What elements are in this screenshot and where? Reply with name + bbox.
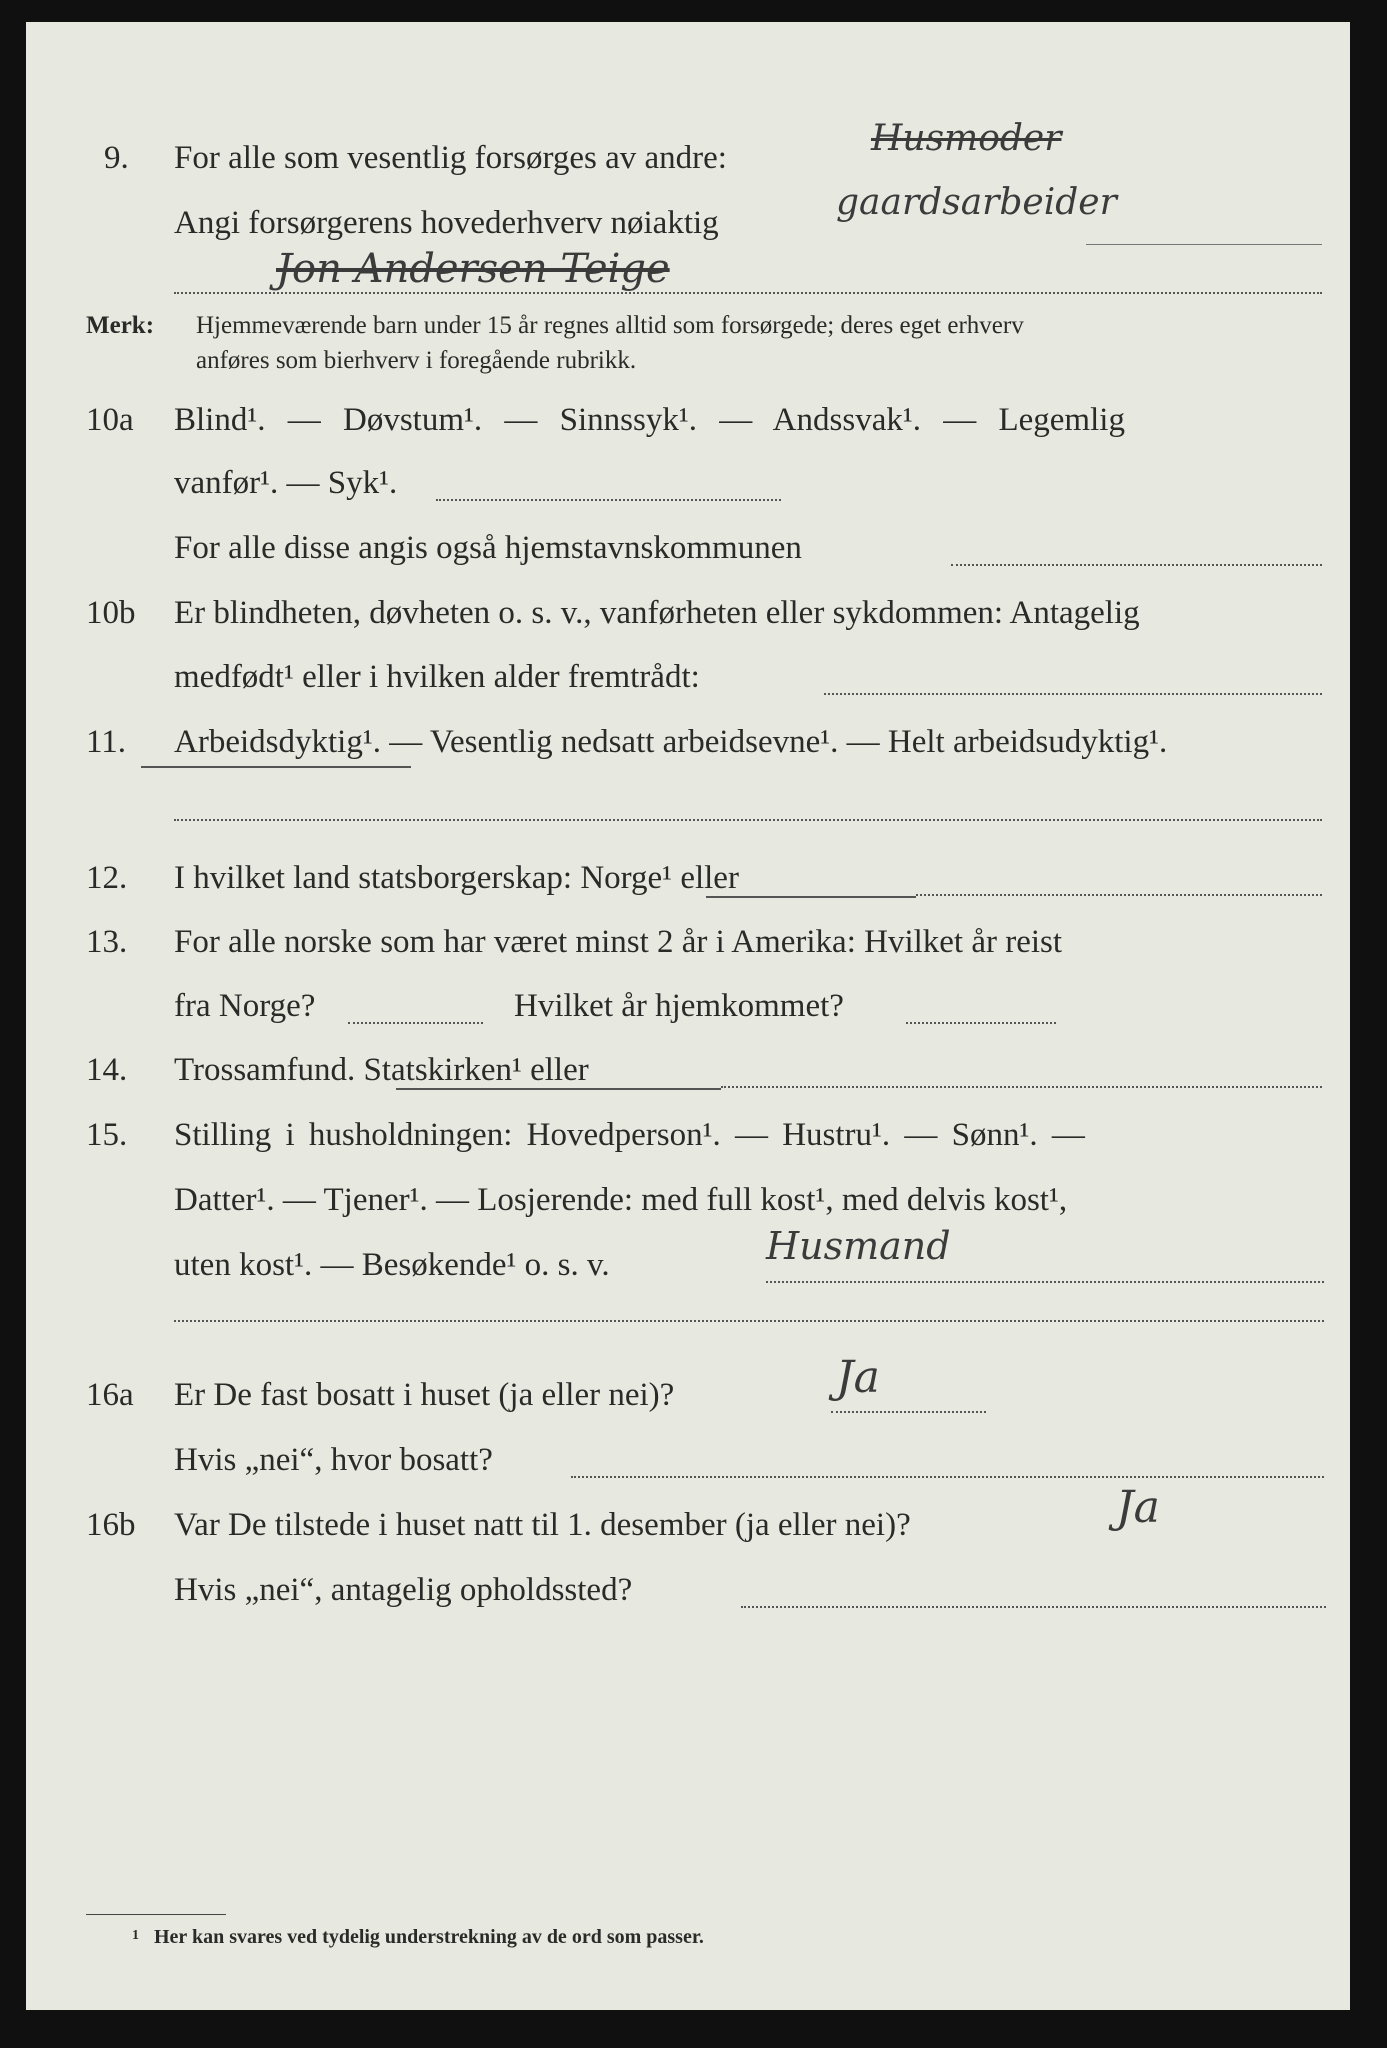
census-form-page xyxy=(26,22,1350,2010)
question-text: I hvilket land statsborgerskap: Norge¹ eller xyxy=(174,860,739,896)
question-text: Hvilket år hjemkommet? xyxy=(514,988,844,1024)
question-number: 10a xyxy=(86,402,134,438)
footnote-mark: 1 xyxy=(132,1928,139,1943)
question-text: Hvis „nei“, antagelig opholdssted? xyxy=(174,1572,633,1608)
note-text: Hjemmeværende barn under 15 år regnes alltid som forsørgede; deres eget erhverv xyxy=(196,312,1024,339)
note-label: Merk: xyxy=(86,312,155,339)
question-text: Var De tilstede i huset natt til 1. desember (ja eller nei)? xyxy=(174,1507,911,1543)
question-text: Er blindheten, døvheten o. s. v., vanførheten eller sykdommen: Antagelig xyxy=(174,595,1140,631)
question-text: Arbeidsdyktig¹. — Vesentlig nedsatt arbeidsevne¹. — Helt arbeidsudyktig¹. xyxy=(174,724,1168,760)
question-number: 16b xyxy=(86,1507,136,1543)
handwritten-answer: Ja xyxy=(836,1352,880,1403)
question-text: uten kost¹. — Besøkende¹ o. s. v. xyxy=(174,1247,610,1283)
question-number: 15. xyxy=(86,1117,128,1153)
question-text: For alle norske som har været minst 2 år i Amerika: Hvilket år reist xyxy=(174,924,1063,960)
question-text: Blind¹. — Døvstum¹. — Sinnssyk¹. — Andssvak¹. — Legemlig xyxy=(174,402,1125,438)
handwritten-answer: Ja xyxy=(1116,1482,1160,1533)
question-text: Hvis „nei“, hvor bosatt? xyxy=(174,1442,493,1478)
question-text: fra Norge? xyxy=(174,988,316,1024)
question-text: Er De fast bosatt i huset (ja eller nei)? xyxy=(174,1377,675,1413)
question-number: 16a xyxy=(86,1377,134,1413)
footnote-text: Her kan svares ved tydelig understrekning av de ord som passer. xyxy=(154,1926,704,1948)
handwritten-answer: Jon Andersen Teige xyxy=(276,246,670,292)
question-number: 13. xyxy=(86,924,128,960)
handwritten-answer: Husmand xyxy=(766,1224,951,1268)
question-number: 10b xyxy=(86,595,136,631)
handwritten-answer: Husmoder xyxy=(871,118,1062,159)
handwritten-answer: gaardsarbeider xyxy=(836,182,1117,223)
question-text: medfødt¹ eller i hvilken alder fremtrådt: xyxy=(174,659,700,695)
question-text: Trossamfund. Statskirken¹ eller xyxy=(174,1052,589,1088)
question-number: 14. xyxy=(86,1052,128,1088)
question-text: For alle disse angis også hjemstavnskommunen xyxy=(174,530,802,566)
question-text: Datter¹. — Tjener¹. — Losjerende: med full kost¹, med delvis kost¹, xyxy=(174,1182,1068,1218)
question-text: Angi forsørgerens hovederhverv nøiaktig xyxy=(174,205,719,241)
question-number: 11. xyxy=(86,724,127,760)
question-number: 12. xyxy=(86,860,128,896)
question-text: Stilling i husholdningen: Hovedperson¹. — Hustru¹. — Sønn¹. — xyxy=(174,1117,1085,1153)
note-text: anføres som bierhverv i foregående rubrikk. xyxy=(196,347,637,374)
question-number: 9. xyxy=(104,140,129,176)
question-text: For alle som vesentlig forsørges av andre: xyxy=(174,140,727,176)
question-text: vanfør¹. — Syk¹. xyxy=(174,465,398,501)
